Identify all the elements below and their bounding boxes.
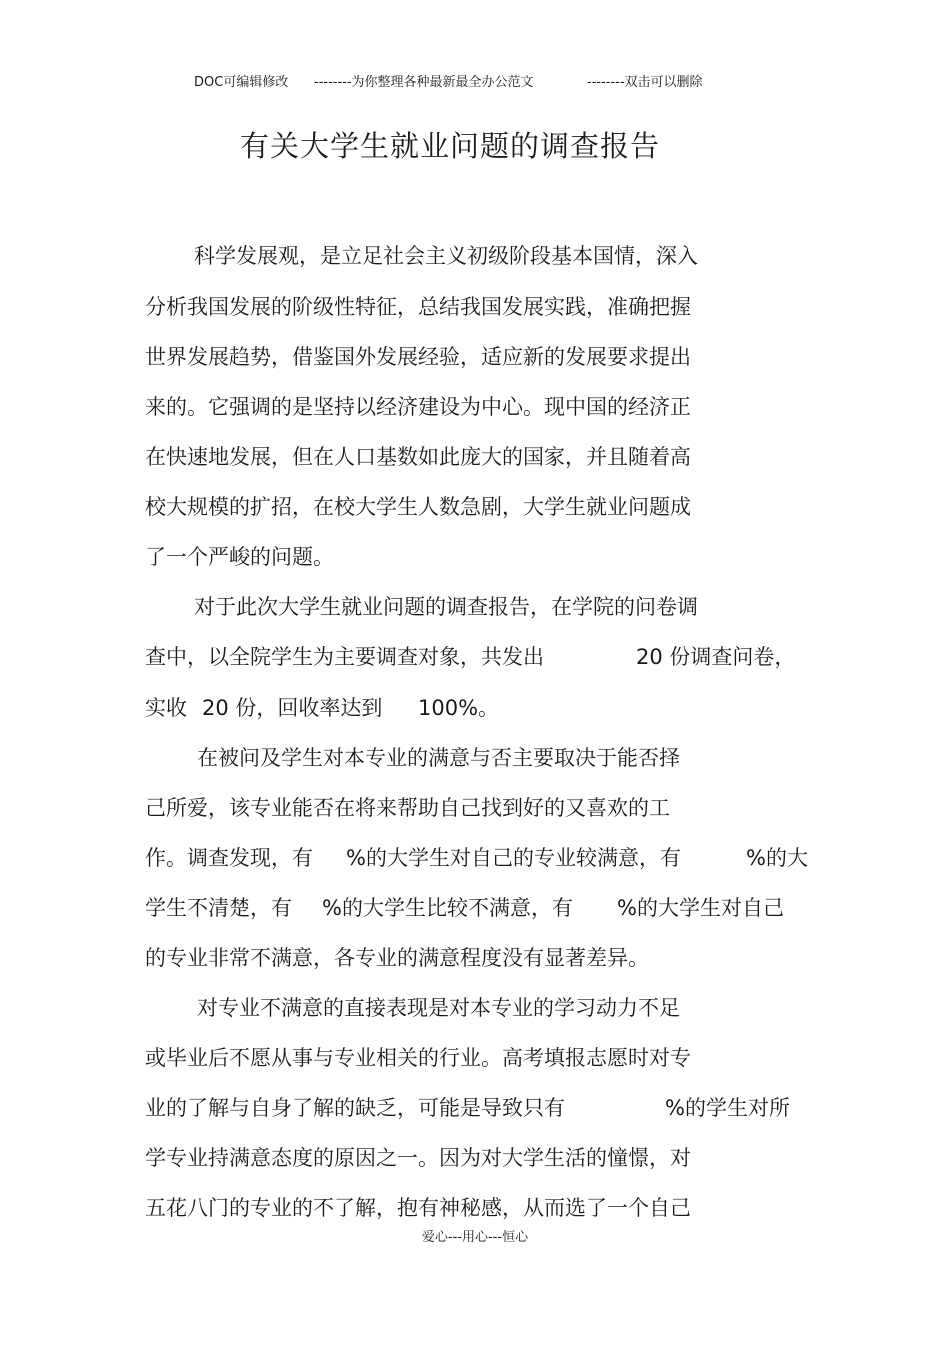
text-run: 的专业非常不满意，各专业的满意程度没有显著差异。 bbox=[145, 946, 649, 970]
text-run: 20 份调查问卷， bbox=[636, 645, 796, 669]
text-run: 20 份，回收率达到 bbox=[202, 696, 383, 720]
text-run: 对于此次大学生就业问题的调查报告，在学院的问卷调 bbox=[194, 595, 698, 619]
text-run: 业的了解与自身了解的缺乏，可能是导致只有 bbox=[145, 1096, 565, 1120]
text-run: %的大学生比较不满意，有 bbox=[322, 896, 573, 920]
header-doc-label: DOC可编辑修改 bbox=[194, 75, 289, 90]
text-run: 己所爱，该专业能否在将来帮助自己找到好的又喜欢的工 bbox=[145, 796, 670, 820]
text-run: 科学发展观，是立足社会主义初级阶段基本国情，深入 bbox=[194, 244, 698, 268]
page-header bbox=[0, 72, 950, 94]
text-run: %的学生对所 bbox=[665, 1096, 790, 1120]
text-run: %的大 bbox=[746, 846, 808, 870]
header-description: --------为你整理各种最新最全办公范文 bbox=[314, 75, 534, 90]
text-run: 校大规模的扩招，在校大学生人数急剧，大学生就业问题成 bbox=[145, 495, 691, 519]
text-run: 实收 bbox=[145, 696, 187, 720]
text-run: %的大学生对自己的专业较满意，有 bbox=[346, 846, 681, 870]
page-footer: 爱心---用心---恒心 bbox=[421, 1230, 529, 1245]
text-run: 五花八门的专业的不了解，抱有神秘感，从而选了一个自己 bbox=[145, 1196, 691, 1220]
text-run: 世界发展趋势，借鉴国外发展经验，适应新的发展要求提出 bbox=[145, 345, 691, 369]
text-run: 了一个严峻的问题。 bbox=[145, 545, 334, 569]
text-run: 学专业持满意态度的原因之一。因为对大学生活的憧憬，对 bbox=[145, 1146, 691, 1170]
text-run: 作。调查发现，有 bbox=[145, 846, 313, 870]
text-run: 来的。它强调的是坚持以经济建设为中心。现中国的经济正 bbox=[145, 395, 691, 419]
text-run: 在被问及学生对本专业的满意与否主要取决于能否择 bbox=[197, 746, 680, 770]
text-run: 100%。 bbox=[418, 696, 500, 720]
document-title: 有关大学生就业问题的调查报告 bbox=[239, 129, 660, 163]
header-delete-hint: --------双击可以删除 bbox=[587, 75, 703, 90]
text-run: 对专业不满意的直接表现是对本专业的学习动力不足 bbox=[197, 996, 680, 1020]
text-run: 在快速地发展，但在人口基数如此庞大的国家，并且随着高 bbox=[145, 445, 691, 469]
text-run: 查中，以全院学生为主要调查对象，共发出 bbox=[145, 645, 544, 669]
text-run: %的大学生对自己 bbox=[617, 896, 784, 920]
text-run: 学生不清楚，有 bbox=[145, 896, 292, 920]
text-run: 分析我国发展的阶级性特征，总结我国发展实践，准确把握 bbox=[145, 295, 691, 319]
text-run: 或毕业后不愿从事与专业相关的行业。高考填报志愿时对专 bbox=[145, 1046, 691, 1070]
